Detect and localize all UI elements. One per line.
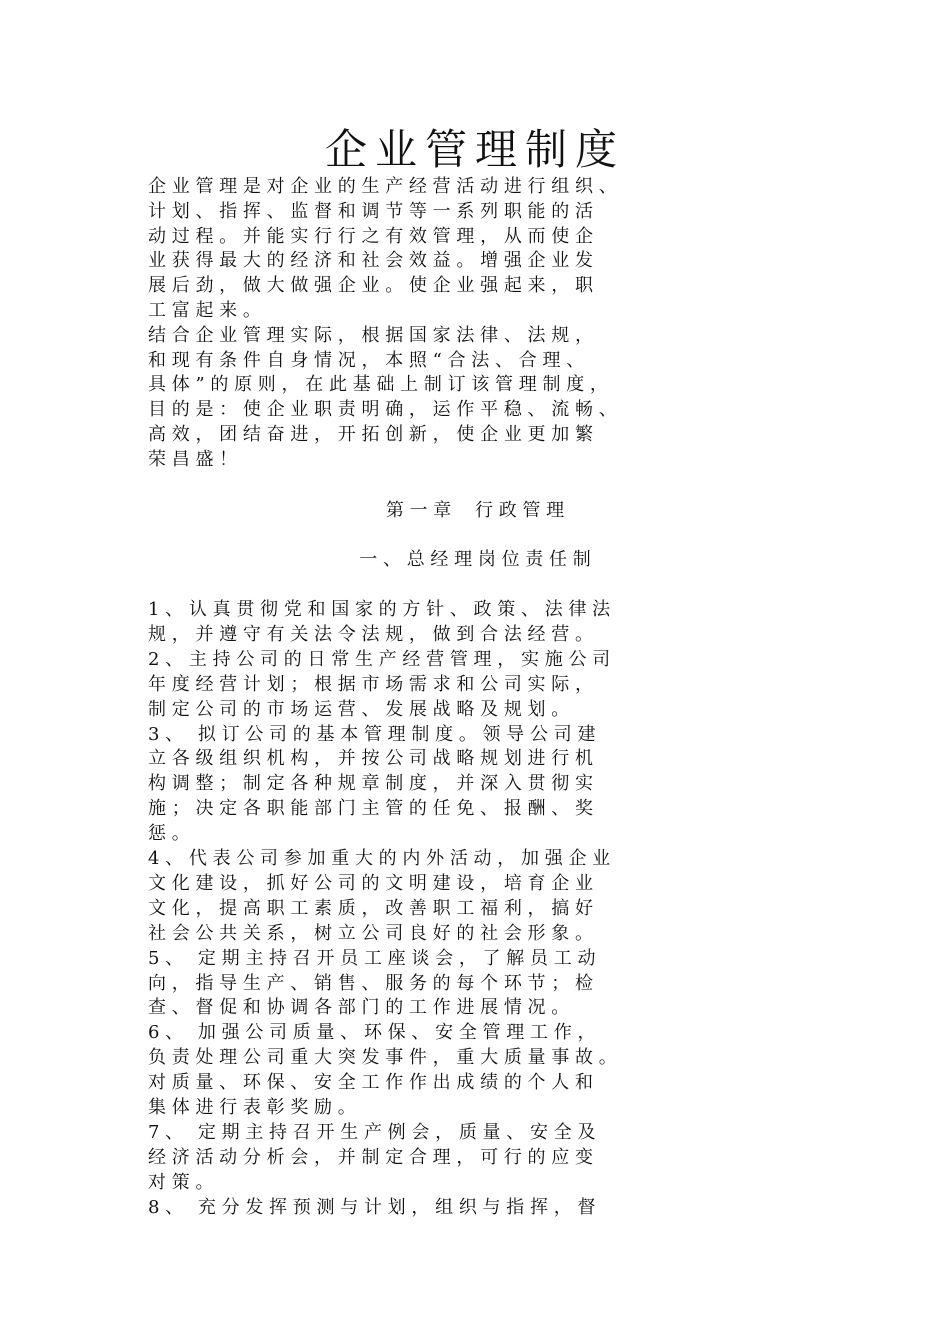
text-line: 目 的 是 ： 使 企 业 职 责 明 确 ， 运 作 平 稳 、 流 畅 、 [148, 399, 617, 421]
text-line: 文 化 建 设 ， 抓 好 公 司 的 文 明 建 设 ， 培 育 企 业 [148, 872, 593, 894]
text-line: 文 化 ， 提 高 职 工 素 质 ， 改 善 职 工 福 利 ， 搞 好 [148, 897, 593, 919]
text-line: 负 责 处 理 公 司 重 大 突 发 事 件 ， 重 大 质 量 事 故 。 [148, 1047, 617, 1069]
document-title: 企业管理制度 [324, 125, 625, 174]
text-line: 1 、 认 真 贯 彻 党 和 国 家 的 方 针 、 政 策 、 法 律 法 [148, 599, 611, 620]
text-line: 企 业 管 理 是 对 企 业 的 生 产 经 营 活 动 进 行 组 织 、 [148, 176, 617, 197]
text-line: 动 过 程 。 并 能 实 行 行 之 有 效 管 理 ， 从 而 使 企 [148, 225, 593, 247]
text-line: 对 策 。 [148, 1171, 214, 1193]
text-line: 计 划 、 指 挥 、 监 督 和 调 节 等 一 系 列 职 能 的 活 [148, 200, 593, 222]
text-line: 制 定 公 司 的 市 场 运 营 、 发 展 战 略 及 规 划 。 [148, 698, 570, 720]
text-line: 构 调 整 ； 制 定 各 种 规 章 制 度 ， 并 深 入 贯 彻 实 [148, 773, 593, 795]
text-line: 向 ， 指 导 生 产 、 销 售 、 服 务 的 每 个 环 节 ； 检 [148, 972, 593, 994]
text-line: 和 现 有 条 件 自 身 情 况 ， 本 照 “ 合 法 、 合 理 、 [148, 349, 585, 371]
text-line: 高 效 ， 团 结 奋 进 ， 开 拓 创 新 ， 使 企 业 更 加 繁 [148, 424, 593, 445]
text-line: 业 获 得 最 大 的 经 济 和 社 会 效 益 。 增 强 企 业 发 [148, 250, 593, 272]
text-line: 惩 。 [148, 823, 190, 845]
text-line: 经 济 活 动 分 析 会 ， 并 制 定 合 理 ， 可 行 的 应 变 [148, 1146, 593, 1168]
text-line: 集 体 进 行 表 彰 奖 励 。 [148, 1097, 356, 1118]
text-line: 4 、 代 表 公 司 参 加 重 大 的 内 外 活 动 ， 加 强 企 业 [148, 848, 611, 869]
chapter-heading: 第 一 章 行 政 管 理 [385, 500, 565, 521]
text-line: 年 度 经 营 计 划 ； 根 据 市 场 需 求 和 公 司 实 际 ， [148, 673, 593, 695]
text-line: 社 会 公 共 关 系 ， 树 立 公 司 良 好 的 社 会 形 象 。 [148, 922, 593, 944]
text-line: 荣 昌 盛 ！ [148, 448, 238, 470]
section-heading: 一 、 总 经 理 岗 位 责 任 制 [359, 549, 591, 570]
text-line: 8 、 充 分 发 挥 预 测 与 计 划 ， 组 织 与 指 挥 ， 督 [148, 1196, 596, 1218]
text-line: 7 、 定 期 主 持 召 开 生 产 例 会 ， 质 量 、 安 全 及 [148, 1121, 596, 1143]
text-line: 3 、 拟 订 公 司 的 基 本 管 理 制 度 。 领 导 公 司 建 [148, 723, 596, 745]
text-line: 5 、 定 期 主 持 召 开 员 工 座 谈 会 ， 了 解 员 工 动 [148, 947, 596, 969]
text-line: 2 、 主 持 公 司 的 日 常 生 产 经 营 管 理 ， 实 施 公 司 [148, 648, 611, 670]
text-line: 查 、 督 促 和 协 调 各 部 门 的 工 作 进 展 情 况 。 [148, 997, 570, 1019]
text-line: 展 后 劲 ， 做 大 做 强 企 业 。 使 企 业 强 起 来 ， 职 [148, 275, 593, 297]
text-line: 施 ； 决 定 各 职 能 部 门 主 管 的 任 免 、 报 酬 、 奖 [148, 798, 593, 820]
text-line: 结 合 企 业 管 理 实 际 ， 根 据 国 家 法 律 、 法 规 ， [148, 324, 593, 346]
text-line: 工 富 起 来 。 [148, 300, 261, 321]
text-line: 立 各 级 组 织 机 构 ， 并 按 公 司 战 略 规 划 进 行 机 [148, 748, 593, 770]
text-line: 规 ， 并 遵 守 有 关 法 令 法 规 ， 做 到 合 法 经 营 。 [148, 623, 593, 645]
text-line: 对 质 量 、 环 保 、 安 全 工 作 作 出 成 绩 的 个 人 和 [148, 1072, 593, 1094]
text-line: 具 体 ” 的 原 则 ， 在 此 基 础 上 制 订 该 管 理 制 度 ， [148, 374, 608, 396]
text-line: 6 、 加 强 公 司 质 量 、 环 保 、 安 全 管 理 工 作 ， [148, 1022, 596, 1044]
